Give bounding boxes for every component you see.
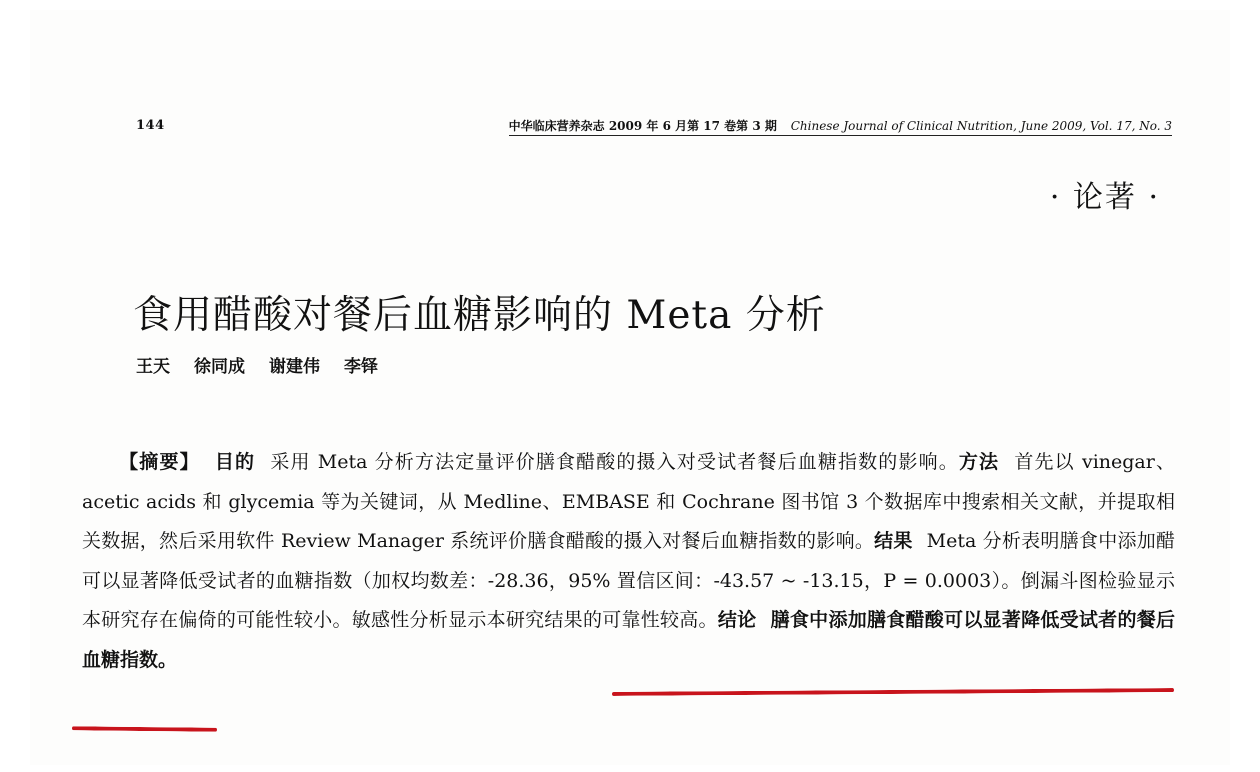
author-name: 谢建伟 bbox=[269, 357, 320, 377]
results-label: 结果 bbox=[874, 530, 913, 552]
journal-name-chinese: 中华临床营养杂志 2009 年 6 月第 17 卷第 3 期 bbox=[508, 119, 777, 133]
methods-label: 方法 bbox=[958, 451, 1000, 473]
running-header bbox=[509, 117, 1172, 136]
conclusion-text: 膳食中添加膳食醋酸可以显著降低受试者的餐后血糖指数。 bbox=[82, 609, 1175, 671]
objective-label: 目的 bbox=[213, 451, 256, 473]
author-name: 李铎 bbox=[344, 357, 378, 377]
results-text: Meta 分析表明膳食中添加醋可以显著降低受试者的血糖指数（加权均数差：-28.36，95% 置信区间：-43.57 ~ -13.15，P = 0.0003）。倒漏斗图检验显示本研究存在偏倚的可能性较小。敏感性分析显示本研究结果的可靠性较高。 bbox=[82, 530, 1175, 631]
author-name: 王天 bbox=[136, 357, 170, 377]
page-number: 144 bbox=[136, 118, 165, 133]
abstract-paragraph bbox=[82, 443, 1175, 680]
author-list bbox=[136, 352, 378, 377]
objective-text: 采用 Meta 分析方法定量评价膳食醋酸的摄入对受试者餐后血糖指数的影响。 bbox=[269, 451, 959, 473]
conclusion-label: 结论 bbox=[717, 609, 757, 631]
abstract-label: 【摘要】 bbox=[118, 451, 200, 473]
article-title: 食用醋酸对餐后血糖影响的 Meta 分析 bbox=[133, 293, 826, 339]
author-name: 徐同成 bbox=[194, 357, 245, 377]
methods-text: 首先以 vinegar、acetic acids 和 glycemia 等为关键词，从 Medline、EMBASE 和 Cochrane 图书馆 3 个数据库中搜索相关文献，并提取相关数据，然后采用软件 Review Manager 系统评价膳食醋酸的摄入对餐后血糖指数的影响。 bbox=[82, 451, 1175, 552]
journal-name-english: Chinese Journal of Clinical Nutrition, June 2009, Vol. 17, No. 3 bbox=[790, 119, 1172, 133]
section-label: · 论著 · bbox=[1049, 180, 1160, 215]
